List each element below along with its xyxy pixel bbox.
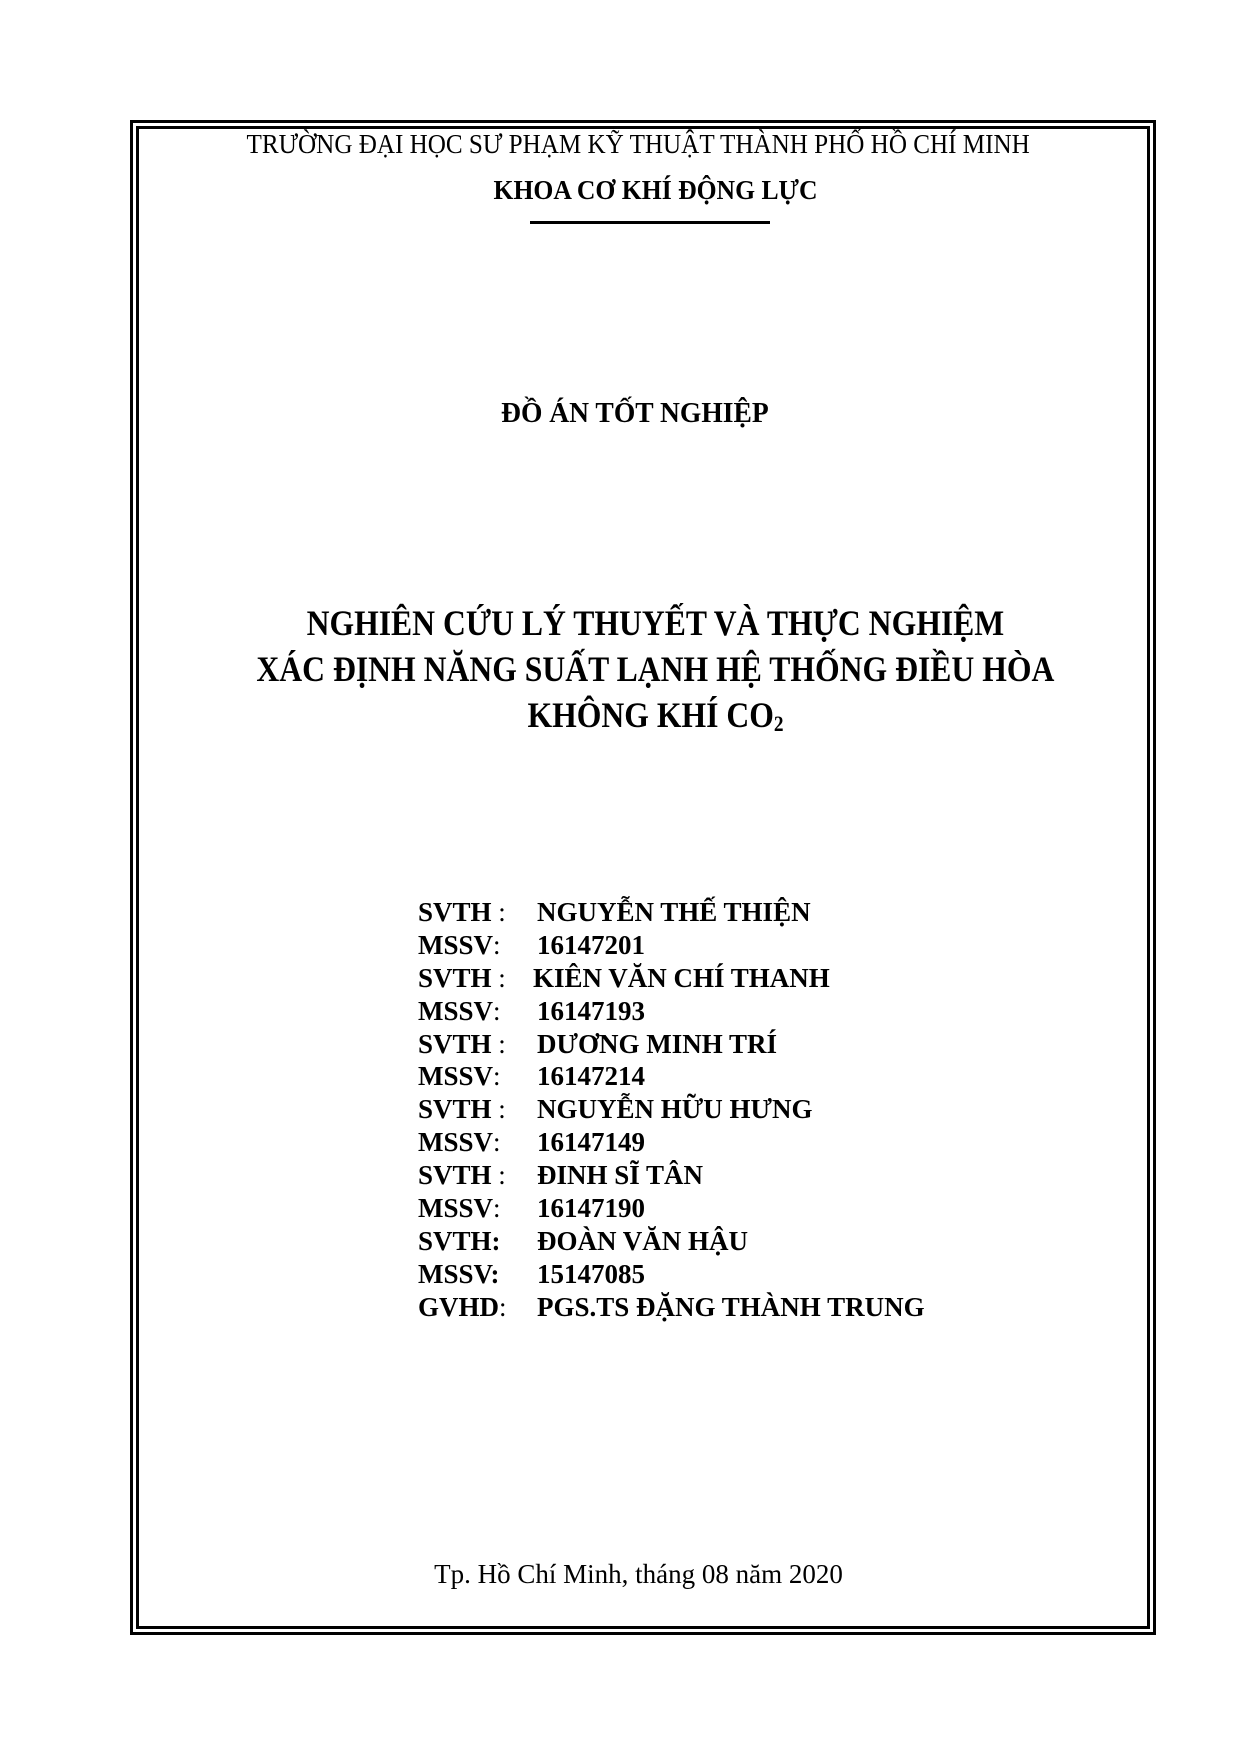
label-text: MSSV [418,1258,491,1289]
label-text: MSSV [418,929,494,960]
team-label [418,1225,501,1258]
team-label [418,1126,501,1159]
team-label [418,1291,507,1324]
team-label [418,995,501,1028]
label-colon: : [491,1028,506,1059]
team-value: DƯƠNG MINH TRÍ [537,1028,778,1059]
faculty-name-text: KHOA CƠ KHÍ ĐỘNG LỰC [493,175,818,205]
team-label [418,1028,506,1061]
team-value: 16147193 [537,995,645,1026]
label-text: SVTH [418,1160,492,1191]
label-colon: : [491,1160,506,1191]
team-value: ĐOÀN VĂN HẬU [537,1225,749,1256]
label-colon: : [493,1061,501,1092]
team-value: 16147214 [537,1061,645,1092]
team-label [418,1060,501,1093]
team-label [418,1258,500,1291]
thesis-title-line-2 [0,646,1241,692]
team-value: 16147149 [537,1127,645,1158]
label-colon: : [491,897,506,927]
label-text: GVHD [418,1291,499,1322]
label-text: MSSV [418,1193,494,1224]
team-value: KIÊN VĂN CHÍ THANH [533,962,830,993]
label-text: SVTH [418,897,492,927]
page-border-inner [136,126,1150,1629]
document-type [0,396,1241,430]
team-label [418,962,506,995]
label-colon: : [493,1127,501,1158]
team-label [418,1192,501,1225]
label-colon: : [491,1094,506,1125]
team-value: 15147085 [537,1258,645,1289]
label-colon: : [490,1258,500,1289]
thesis-title-line-1-text: NGHIÊN CỨU LÝ THUYẾT VÀ THỰC NGHIỆM [306,603,1005,643]
team-value: NGUYỄN THẾ THIỆN [537,897,811,927]
team-value: 16147201 [537,929,645,960]
university-name [0,128,1241,160]
university-name-text: TRƯỜNG ĐẠI HỌC SƯ PHẠM KỸ THUẬT THÀNH PHỐ HỒ CHÍ MINH [246,129,1031,159]
label-colon: : [493,929,501,960]
team-value: PGS.TS ĐẶNG THÀNH TRUNG [537,1291,925,1322]
team-label [418,1159,506,1192]
thesis-title-line-2-text: XÁC ĐỊNH NĂNG SUẤT LẠNH HỆ THỐNG ĐIỀU HÒA [256,649,1055,689]
team-label [418,1093,506,1126]
team-value: ĐINH SĨ TÂN [537,1160,704,1191]
label-colon: : [491,1225,501,1256]
place-and-date [0,1558,1241,1590]
label-text: MSSV [418,995,494,1026]
faculty-name [0,174,1241,206]
header-divider [530,221,770,224]
team-value: NGUYỄN HỮU HƯNG [537,1094,813,1125]
team-label [418,896,506,929]
label-colon: : [493,1193,501,1224]
co2-subscript: 2 [773,711,784,736]
label-text: SVTH [418,962,492,993]
label-text: MSSV [418,1127,494,1158]
label-text: SVTH [418,1094,492,1125]
team-label [418,929,501,962]
label-text: MSSV [418,1061,494,1092]
label-text: SVTH [418,1225,492,1256]
label-text: SVTH [418,1028,492,1059]
label-colon: : [491,962,506,993]
place-and-date-text: Tp. Hồ Chí Minh, tháng 08 năm 2020 [434,1559,843,1589]
thesis-title-line-1 [0,600,1241,646]
team-value: 16147190 [537,1193,645,1224]
thesis-title-line-3-main: KHÔNG KHÍ CO [527,695,774,735]
thesis-title-line-3-text [527,692,783,738]
label-colon: : [499,1291,507,1322]
label-colon: : [493,995,501,1026]
thesis-title-line-3 [0,692,1241,738]
document-type-text: ĐỒ ÁN TỐT NGHIỆP [500,397,769,429]
